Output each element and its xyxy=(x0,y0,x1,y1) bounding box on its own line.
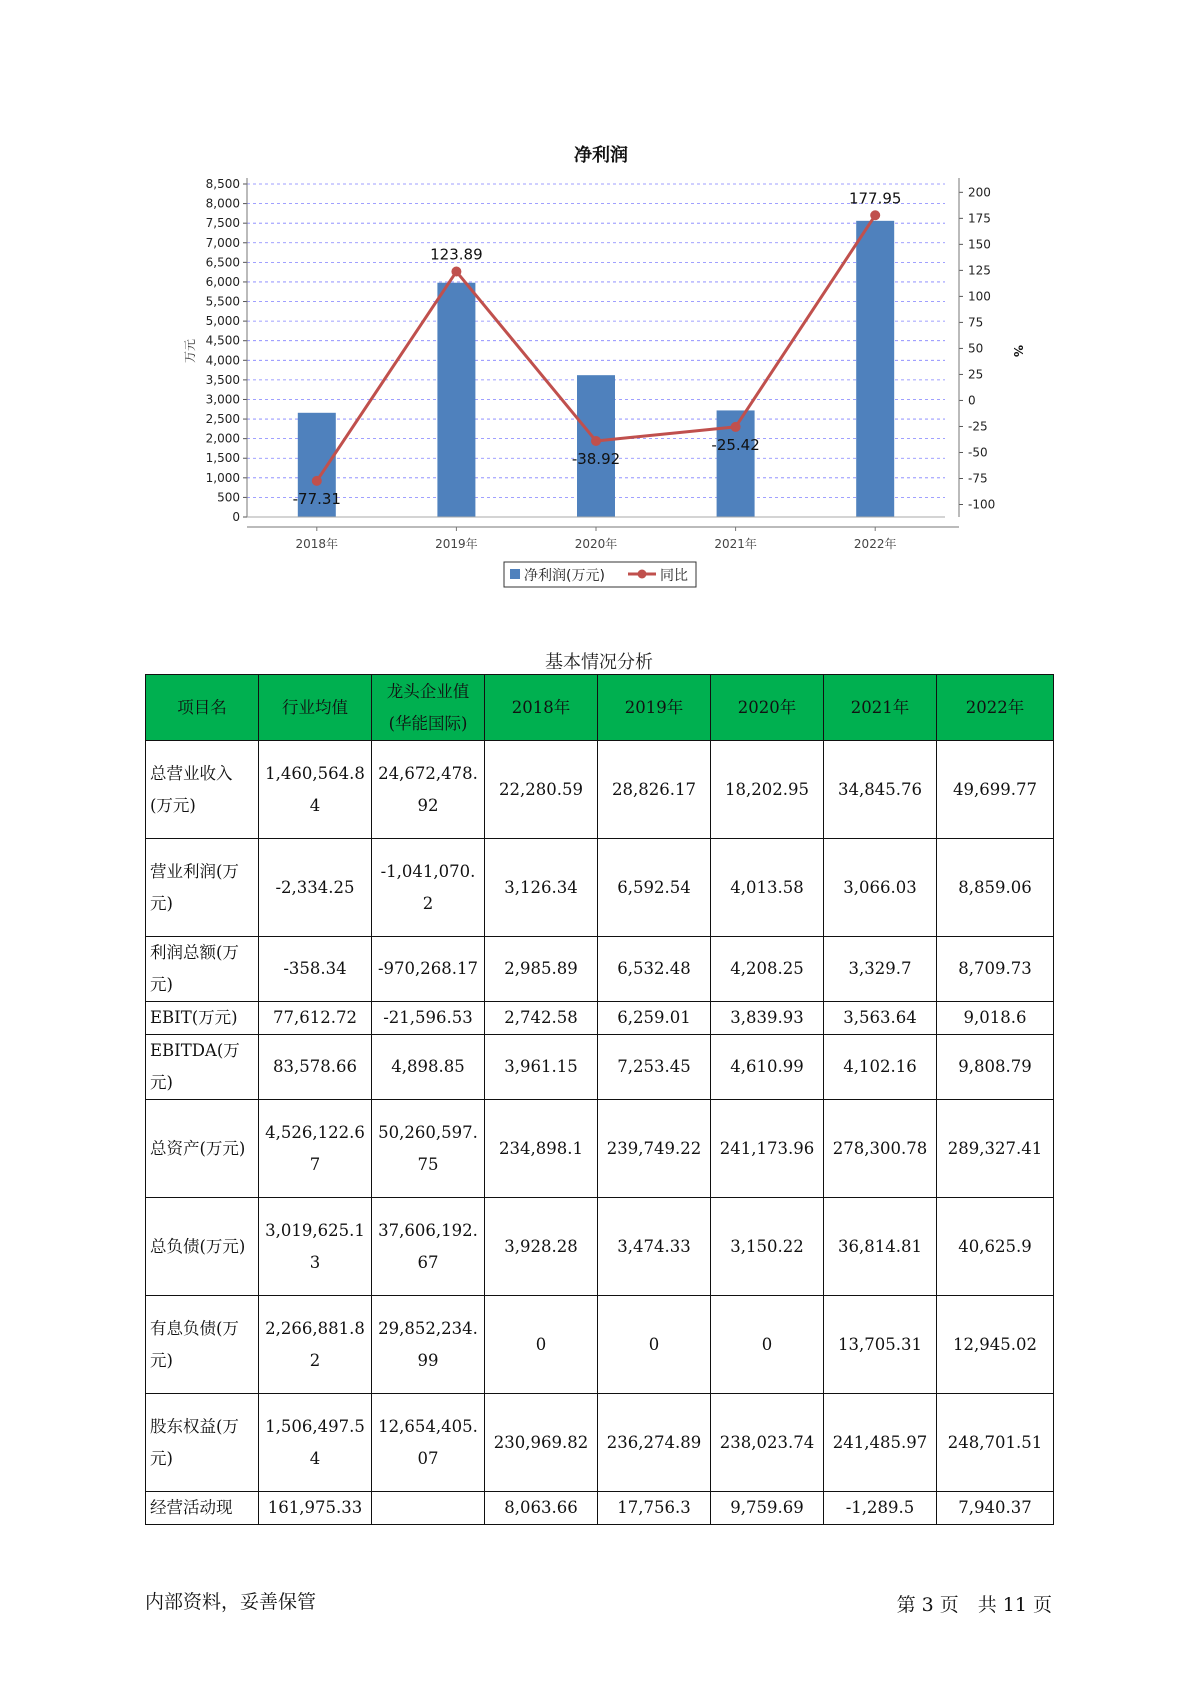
column-header: 2021年 xyxy=(824,675,937,741)
line-point xyxy=(451,267,461,277)
table-header-row xyxy=(146,675,1054,741)
y-tick-label: 8,000 xyxy=(205,196,240,211)
table-cell: 12,654,405.07 xyxy=(372,1394,485,1492)
table-cell: 3,019,625.13 xyxy=(259,1198,372,1296)
y-axis-label: 万元 xyxy=(183,338,197,364)
table-cell: 22,280.59 xyxy=(485,741,598,839)
y2-tick-label: 0 xyxy=(968,393,976,408)
table-row xyxy=(146,937,1054,1002)
bar xyxy=(437,283,475,517)
table-cell: 239,749.22 xyxy=(598,1100,711,1198)
table-cell: 83,578.66 xyxy=(259,1035,372,1100)
table-row xyxy=(146,1002,1054,1035)
y2-tick-label: -50 xyxy=(968,445,988,460)
table-cell: 3,329.7 xyxy=(824,937,937,1002)
column-header: 龙头企业值(华能国际) xyxy=(372,675,485,741)
x-tick-label: 2019年 xyxy=(435,537,478,551)
x-tick-label: 2021年 xyxy=(714,537,757,551)
legend-line-marker xyxy=(638,570,647,579)
table-cell: 29,852,234.99 xyxy=(372,1296,485,1394)
line-point xyxy=(870,210,880,220)
y-tick-label: 6,000 xyxy=(205,274,240,289)
line-point xyxy=(312,476,322,486)
table-cell: -2,334.25 xyxy=(259,839,372,937)
table-cell: 9,808.79 xyxy=(937,1035,1054,1100)
table-cell: 4,102.16 xyxy=(824,1035,937,1100)
table-cell: 3,066.03 xyxy=(824,839,937,937)
table-cell: 6,592.54 xyxy=(598,839,711,937)
y-tick-label: 4,000 xyxy=(205,353,240,368)
row-label: EBITDA(万元) xyxy=(146,1035,259,1100)
table-cell: 2,266,881.82 xyxy=(259,1296,372,1394)
legend-line-label: 同比 xyxy=(660,568,688,584)
table-cell: 289,327.41 xyxy=(937,1100,1054,1198)
table-cell: 2,742.58 xyxy=(485,1002,598,1035)
table-cell: 8,063.66 xyxy=(485,1492,598,1525)
table-cell: 34,845.76 xyxy=(824,741,937,839)
y2-tick-label: 25 xyxy=(968,367,984,382)
y-tick-label: 3,500 xyxy=(205,372,240,387)
table-cell: -1,041,070.2 xyxy=(372,839,485,937)
y2-tick-label: -75 xyxy=(968,471,988,486)
table-cell: 3,126.34 xyxy=(485,839,598,937)
table-cell: 161,975.33 xyxy=(259,1492,372,1525)
table-cell: 1,506,497.54 xyxy=(259,1394,372,1492)
table-cell: 238,023.74 xyxy=(711,1394,824,1492)
table-cell: 8,709.73 xyxy=(937,937,1054,1002)
bar-series xyxy=(298,221,894,517)
table-row xyxy=(146,1296,1054,1394)
table-row xyxy=(146,1198,1054,1296)
bar xyxy=(856,221,894,517)
table-row xyxy=(146,1394,1054,1492)
row-label: 总资产(万元) xyxy=(146,1100,259,1198)
column-header: 项目名 xyxy=(146,675,259,741)
row-label: 有息负债(万元) xyxy=(146,1296,259,1394)
table-cell: 0 xyxy=(485,1296,598,1394)
table-row xyxy=(146,741,1054,839)
y-tick-label: 4,500 xyxy=(205,333,240,348)
table-cell: 230,969.82 xyxy=(485,1394,598,1492)
y2-tick-label: 100 xyxy=(968,289,991,304)
y2-tick-label: 175 xyxy=(968,211,991,226)
data-label: 177.95 xyxy=(848,189,902,208)
y-tick-label: 7,500 xyxy=(205,216,240,231)
table-cell: 0 xyxy=(598,1296,711,1394)
table-caption: 基本情况分析 xyxy=(545,652,653,673)
table-row xyxy=(146,1100,1054,1198)
table-body xyxy=(146,741,1054,1525)
footer-page-number: 第 3 页 共 11 页 xyxy=(896,1594,1052,1616)
table-cell: -21,596.53 xyxy=(372,1002,485,1035)
table-cell: 77,612.72 xyxy=(259,1002,372,1035)
table-cell: 2,985.89 xyxy=(485,937,598,1002)
table-cell: 28,826.17 xyxy=(598,741,711,839)
y2-tick-label: 200 xyxy=(968,185,991,200)
table-cell: 8,859.06 xyxy=(937,839,1054,937)
table-cell: 7,940.37 xyxy=(937,1492,1054,1525)
line-point xyxy=(591,436,601,446)
table-cell: 4,610.99 xyxy=(711,1035,824,1100)
data-label: -38.92 xyxy=(571,449,621,468)
table-cell: 9,018.6 xyxy=(937,1002,1054,1035)
table-cell: 49,699.77 xyxy=(937,741,1054,839)
table-cell: 50,260,597.75 xyxy=(372,1100,485,1198)
table-cell: 3,150.22 xyxy=(711,1198,824,1296)
analysis-table xyxy=(145,674,1054,1525)
table-row xyxy=(146,839,1054,937)
y-tick-label: 1,500 xyxy=(205,451,240,466)
legend-bar-swatch xyxy=(510,569,520,579)
bar xyxy=(577,375,615,517)
line-series xyxy=(293,189,902,508)
table-row xyxy=(146,1035,1054,1100)
y2-tick-label: -100 xyxy=(968,497,996,512)
table-cell: 6,532.48 xyxy=(598,937,711,1002)
table-cell: 17,756.3 xyxy=(598,1492,711,1525)
table-cell: 278,300.78 xyxy=(824,1100,937,1198)
y2-tick-label: -25 xyxy=(968,419,988,434)
table-cell: 4,526,122.67 xyxy=(259,1100,372,1198)
table-cell: 3,563.64 xyxy=(824,1002,937,1035)
y-tick-label: 500 xyxy=(217,490,240,505)
table-cell: 37,606,192.67 xyxy=(372,1198,485,1296)
x-tick-label: 2022年 xyxy=(853,537,897,551)
net-profit-chart xyxy=(0,0,1191,610)
table-cell: 12,945.02 xyxy=(937,1296,1054,1394)
row-label: 总营业收入(万元) xyxy=(146,741,259,839)
y2-tick-label: 50 xyxy=(968,341,984,356)
column-header: 2020年 xyxy=(711,675,824,741)
column-header: 2022年 xyxy=(937,675,1054,741)
table-cell: 4,898.85 xyxy=(372,1035,485,1100)
x-tick-label: 2018年 xyxy=(295,537,339,551)
y-tick-label: 5,000 xyxy=(205,314,240,329)
table-cell: 234,898.1 xyxy=(485,1100,598,1198)
data-label: 123.89 xyxy=(430,245,483,264)
table-cell: 7,253.45 xyxy=(598,1035,711,1100)
table-cell: 40,625.9 xyxy=(937,1198,1054,1296)
footer-confidential: 内部资料，妥善保管 xyxy=(145,1591,317,1613)
table-cell: 4,208.25 xyxy=(711,937,824,1002)
table-cell: 1,460,564.84 xyxy=(259,741,372,839)
y2-tick-label: 75 xyxy=(968,315,984,330)
table-cell: 236,274.89 xyxy=(598,1394,711,1492)
table-cell: 13,705.31 xyxy=(824,1296,937,1394)
table-cell: 0 xyxy=(711,1296,824,1394)
table-cell: 3,928.28 xyxy=(485,1198,598,1296)
row-label: 总负债(万元) xyxy=(146,1198,259,1296)
y2-tick-label: 125 xyxy=(968,263,991,278)
y-tick-label: 7,000 xyxy=(205,235,240,250)
table-row xyxy=(146,1492,1054,1525)
data-label: -25.42 xyxy=(711,435,760,454)
y-tick-label: 2,000 xyxy=(205,431,240,446)
table-cell: 3,474.33 xyxy=(598,1198,711,1296)
y2-axis-label: % xyxy=(1011,344,1025,358)
row-label: 股东权益(万元) xyxy=(146,1394,259,1492)
y-tick-label: 8,500 xyxy=(205,177,240,191)
table-cell: 248,701.51 xyxy=(937,1394,1054,1492)
column-header: 2019年 xyxy=(598,675,711,741)
table-cell: 4,013.58 xyxy=(711,839,824,937)
table-cell: 241,173.96 xyxy=(711,1100,824,1198)
chart-title: 净利润 xyxy=(574,145,628,166)
table-cell xyxy=(372,1492,485,1525)
y2-tick-label: 150 xyxy=(968,237,991,252)
legend-bar-label: 净利润(万元) xyxy=(524,568,605,584)
table-cell: 36,814.81 xyxy=(824,1198,937,1296)
y-tick-label: 3,000 xyxy=(205,392,240,407)
table-cell: 9,759.69 xyxy=(711,1492,824,1525)
y-tick-label: 5,500 xyxy=(205,294,240,309)
table-cell: -1,289.5 xyxy=(824,1492,937,1525)
table-cell: 3,961.15 xyxy=(485,1035,598,1100)
table-cell: -358.34 xyxy=(259,937,372,1002)
table-cell: -970,268.17 xyxy=(372,937,485,1002)
y-tick-label: 6,500 xyxy=(205,255,240,270)
x-tick-label: 2020年 xyxy=(574,537,618,551)
table-cell: 18,202.95 xyxy=(711,741,824,839)
row-label: 经营活动现 xyxy=(146,1492,259,1525)
legend xyxy=(504,562,696,587)
table-cell: 3,839.93 xyxy=(711,1002,824,1035)
y-tick-label: 0 xyxy=(232,510,240,524)
table-cell: 241,485.97 xyxy=(824,1394,937,1492)
y-tick-label: 1,000 xyxy=(205,470,240,485)
row-label: EBIT(万元) xyxy=(146,1002,259,1035)
row-label: 利润总额(万元) xyxy=(146,937,259,1002)
line-point xyxy=(731,422,741,432)
table-cell: 24,672,478.92 xyxy=(372,741,485,839)
column-header: 行业均值 xyxy=(259,675,372,741)
row-label: 营业利润(万元) xyxy=(146,839,259,937)
data-label: -77.31 xyxy=(292,489,341,508)
table-cell: 6,259.01 xyxy=(598,1002,711,1035)
y-tick-label: 2,500 xyxy=(205,412,240,427)
column-header: 2018年 xyxy=(485,675,598,741)
